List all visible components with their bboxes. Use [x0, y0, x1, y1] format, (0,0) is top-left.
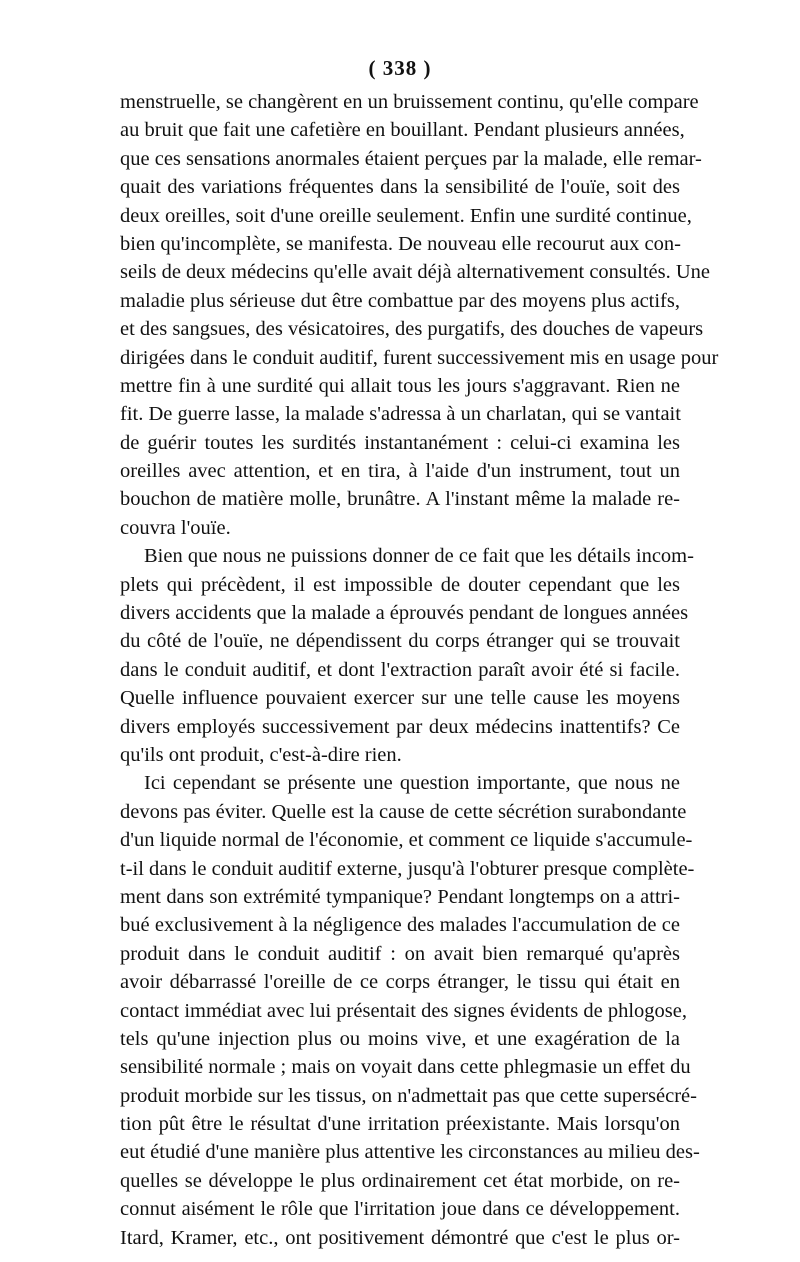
paragraph-start-line: Ici cependant se présente une question importante, que nous ne	[144, 772, 680, 795]
text-line: fit. De guerre lasse, la malade s'adressa à un charlatan, qui se vantait	[120, 403, 681, 426]
paragraph-start-line: Bien que nous ne puissions donner de ce fait que les détails incom-	[144, 545, 694, 568]
paragraph-end-line: qu'ils ont produit, c'est-à-dire rien.	[120, 743, 402, 766]
text-line: tion pût être le résultat d'une irritation préexistante. Mais lorsqu'on	[120, 1113, 680, 1136]
paragraph-end-line: couvra l'ouïe.	[120, 516, 231, 539]
text-line: divers employés successivement par deux médecins inattentifs? Ce	[120, 715, 680, 738]
text-line: d'un liquide normal de l'économie, et comment ce liquide s'accumule-	[120, 829, 693, 852]
text-line: Quelle influence pouvaient exercer sur une telle cause les moyens	[120, 687, 680, 710]
text-line: produit morbide sur les tissus, on n'admettait pas que cette supersécré-	[120, 1084, 697, 1107]
text-line: bouchon de matière molle, brunâtre. A l'instant même la malade re-	[120, 488, 680, 511]
text-line: de guérir toutes les surdités instantanément : celui-ci examina les	[120, 431, 680, 454]
text-line: divers accidents que la malade a éprouvés pendant de longues années	[120, 602, 689, 625]
body-text	[120, 88, 719, 1252]
text-line: quelles se développe le plus ordinairement cet état morbide, on re-	[120, 1169, 680, 1192]
text-line: devons pas éviter. Quelle est la cause de cette sécrétion surabondante	[120, 800, 687, 823]
text-line: sensibilité normale ; mais on voyait dans cette phlegmasie un effet du	[120, 1056, 691, 1079]
text-line: t-il dans le conduit auditif externe, jusqu'à l'obturer presque complète-	[120, 857, 695, 880]
text-line: seils de deux médecins qu'elle avait déjà alternativement consultés. Une	[120, 261, 711, 284]
text-line: menstruelle, se changèrent en un bruissement continu, qu'elle compare	[120, 91, 699, 113]
text-line: oreilles avec attention, et en tira, à l'aide d'un instrument, tout un	[120, 460, 680, 483]
text-line: ment dans son extrémité tympanique? Pendant longtemps on a attri-	[120, 885, 680, 908]
text-line: deux oreilles, soit d'une oreille seulement. Enfin une surdité continue,	[120, 204, 692, 227]
text-line: produit dans le conduit auditif : on avait bien remarqué qu'après	[120, 942, 680, 965]
text-line: Itard, Kramer, etc., ont positivement démontré que c'est le plus or-	[120, 1226, 680, 1249]
page-number: ( 338 )	[368, 56, 432, 80]
text-line: au bruit que fait une cafetière en bouillant. Pendant plusieurs années,	[120, 119, 685, 142]
text-line: dans le conduit auditif, et dont l'extraction paraît avoir été si facile.	[120, 658, 680, 681]
text-line: bien qu'incomplète, se manifesta. De nouveau elle recourut aux con-	[120, 232, 681, 255]
text-line: mettre fin à une surdité qui allait tous les jours s'aggravant. Rien ne	[120, 374, 680, 397]
text-line: avoir débarrassé l'oreille de ce corps étranger, le tissu qui était en	[120, 971, 680, 994]
text-line: et des sangsues, des vésicatoires, des purgatifs, des douches de vapeurs	[120, 318, 704, 341]
text-line: connut aisément le rôle que l'irritation joue dans ce développement.	[120, 1198, 680, 1221]
text-line: bué exclusivement à la négligence des malades l'accumulation de ce	[120, 914, 680, 937]
text-line: eut étudié d'une manière plus attentive les circonstances au milieu des-	[120, 1141, 700, 1164]
text-line: dirigées dans le conduit auditif, furent successivement mis en usage pour	[120, 346, 719, 369]
text-line: que ces sensations anormales étaient perçues par la malade, elle remar-	[120, 147, 702, 170]
text-line: maladie plus sérieuse dut être combattue par des moyens plus actifs,	[120, 289, 680, 312]
text-line: du côté de l'ouïe, ne dépendissent du corps étranger qui se trouvait	[120, 630, 680, 653]
text-line: plets qui précèdent, il est impossible de douter cependant que les	[120, 573, 680, 596]
text-line: quait des variations fréquentes dans la sensibilité de l'ouïe, soit des	[120, 176, 680, 199]
text-line: tels qu'une injection plus ou moins vive, et une exagération de la	[120, 1027, 680, 1050]
text-line: contact immédiat avec lui présentait des signes évidents de phlogose,	[120, 999, 688, 1022]
